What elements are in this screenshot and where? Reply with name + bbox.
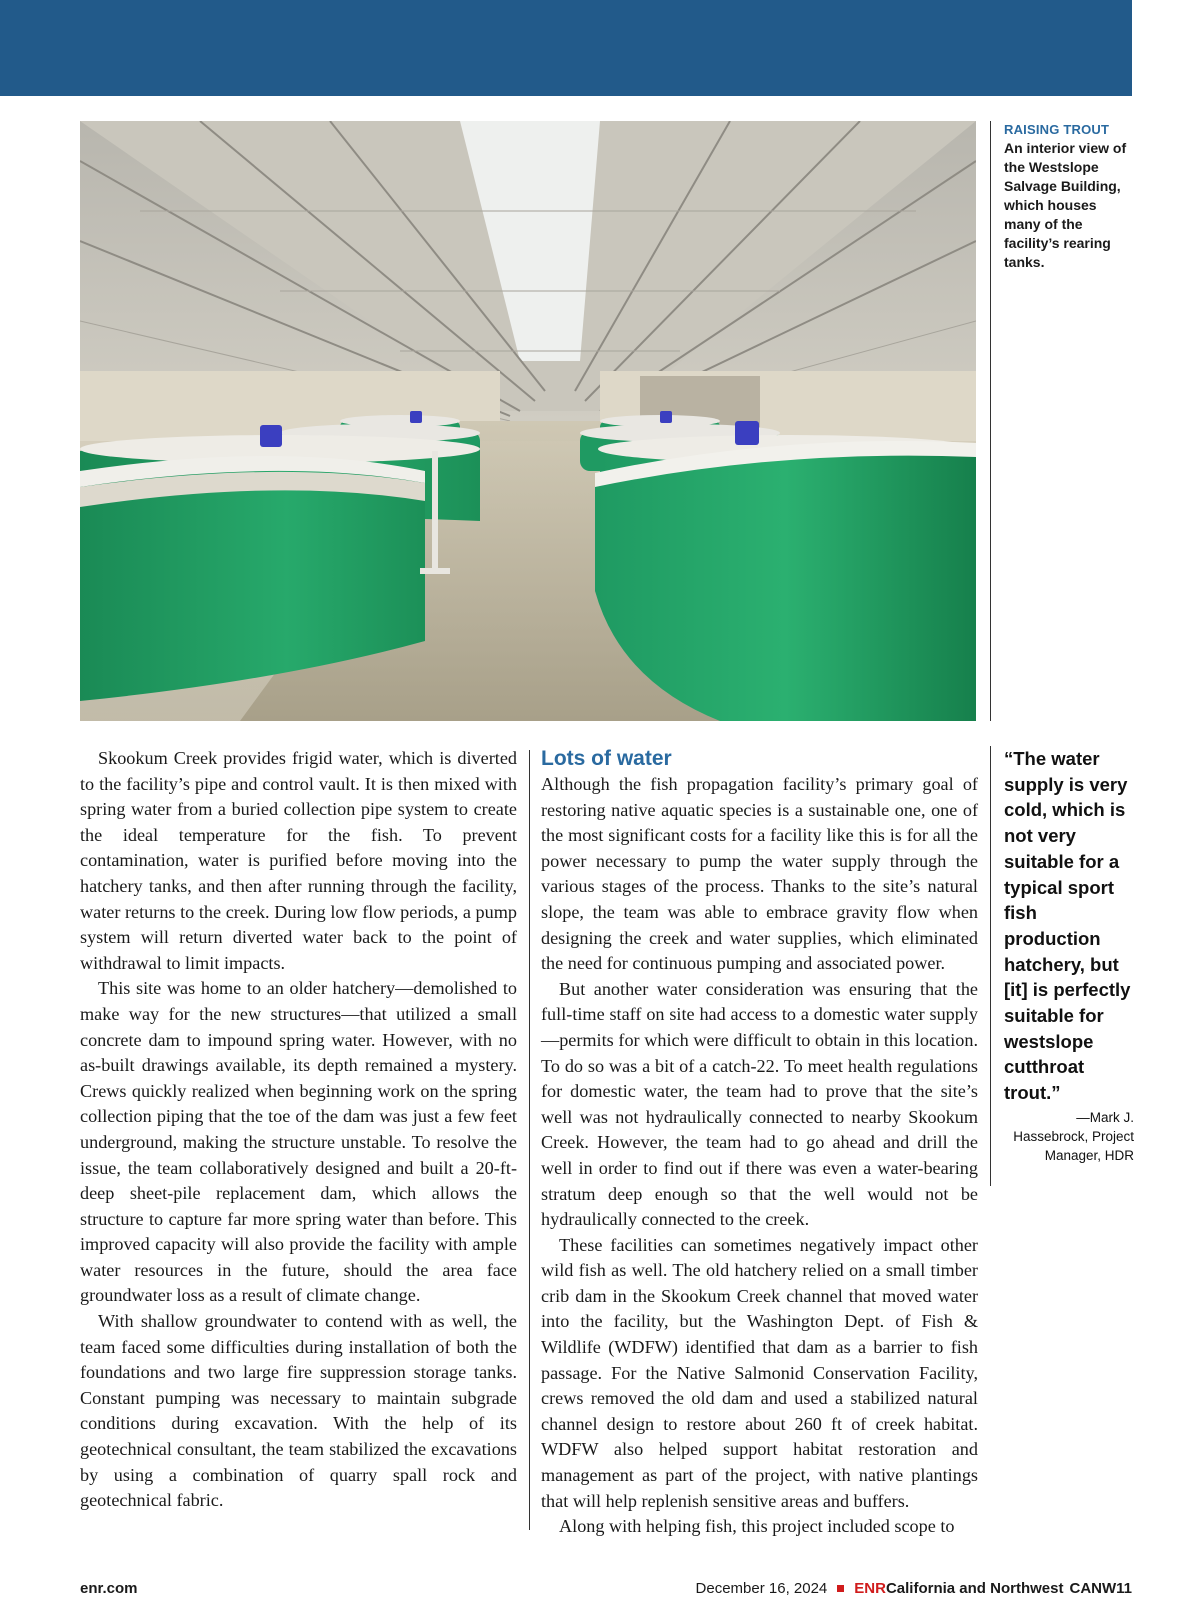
paragraph: Although the fish propagation facility’s primary goal of restoring native aquatic species is a sustainable one, one of the most significant costs for a facility like this is for all the power necessary to pump the water supply through the various stages of the process. Thanks to the site’s natural slope, the team was able to embrace gravity flow when designing the creek and water supplies, which eliminated the need for continuous pumping and associated power. (541, 774, 978, 974)
header-color-band (0, 0, 1132, 96)
column-divider (529, 750, 530, 1530)
paragraph: But another water consideration was ensuring that the full-time staff on site had access to a domestic water supply—permits for which were difficult to obtain in this location. To do so was a bit of a catch-22. To meet health regulations for domestic water, the team had to prove that the site’s well was not hydraulically connected to nearby Skookum Creek. However, the team had to go ahead and drill the well in order to find out if there was even a water-bearing stratum deep enough so that the well would not be hydraulically connected to the creek. (541, 978, 978, 1230)
article-column-1 (80, 746, 517, 1514)
pullquote-divider (990, 746, 991, 1186)
pull-quote (1004, 746, 1134, 1165)
red-square-icon (837, 1585, 844, 1592)
footer-region: California and Northwest (885, 1580, 1064, 1597)
paragraph: Skookum Creek provides frigid water, which is diverted to the facility’s pipe and control vault. It is then mixed with spring water from a buried collection pipe system to create the ideal temperature for the fish. To prevent contamination, water is purified before moving into the hatchery tanks, and then after running through the facility, water returns to the creek. During low flow periods, a pump system will return diverted water back to the point of withdrawal to limit impacts. (80, 748, 517, 973)
footer-page-number: CANW11 (1069, 1580, 1132, 1597)
caption-text: An interior view of the Westslope Salvage Building, which houses many of the facility’s rearing tanks. (1004, 140, 1127, 270)
paragraph: With shallow groundwater to contend with as well, the team faced some difficulties during installation of both the foundations and two large fire suppression storage tanks. Constant pumping was necessary to maintain subgrade conditions during excavation. With the help of its geotechnical consultant, the team stabilized the excavations by using a combination of quarry spall rock and geotechnical fabric. (80, 1311, 517, 1511)
photo-caption (1004, 121, 1134, 272)
paragraph: Along with helping fish, this project included scope to (559, 1516, 955, 1537)
paragraph: These facilities can sometimes negatively impact other wild fish as well. The old hatchery relied on a small timber crib dam in the Skookum Creek channel that moved water into the facility, but the Washington Dept. of Fish & Wildlife (WDFW) identified that dam as a barrier to fish passage. For the Native Salmonid Conservation Facility, crews removed the old dam and used a stabilized natural channel design to restore about 260 ft of creek habitat. WDFW also helped support habitat restoration and management as part of the project, with native plantings that will help replenish sensitive areas and buffers. (541, 1234, 978, 1511)
footer-date: December 16, 2024 (695, 1580, 828, 1597)
paragraph: This site was home to an older hatchery—demolished to make way for the new structures—that utilized a small concrete dam to impound spring water. However, with no as-built drawings available, its depth remained a mystery. Crews quickly realized when beginning work on the spring collection piping that the toe of the dam was just a few feet underground, making the structure unstable. To resolve the issue, the team collaboratively designed and built a 20-ft-deep sheet-pile replacement dam, which allows the structure to capture far more spring water than before. This improved capacity will also provide the facility with ample water resources in the future, should the area face groundwater loss as a result of climate change. (80, 978, 517, 1306)
section-heading: Lots of water (541, 747, 672, 770)
caption-divider (990, 121, 991, 721)
footer-site-link[interactable]: enr.com (80, 1580, 138, 1597)
hatchery-photo (80, 121, 976, 721)
footer-brand: ENR (854, 1580, 886, 1597)
article-column-2 (541, 746, 978, 1540)
caption-kicker: RAISING TROUT (1004, 122, 1110, 137)
hatchery-interior-image (80, 121, 976, 721)
footer-folio (696, 1580, 1132, 1597)
pull-quote-attribution: —Mark J. Hassebrock, Project Manager, HDR (1013, 1109, 1134, 1163)
pull-quote-text: “The water supply is very cold, which is not very suitable for a typical sport fish production hatchery, but [it] is perfectly suitable for westslope cutthroat trout.” (1004, 748, 1131, 1104)
